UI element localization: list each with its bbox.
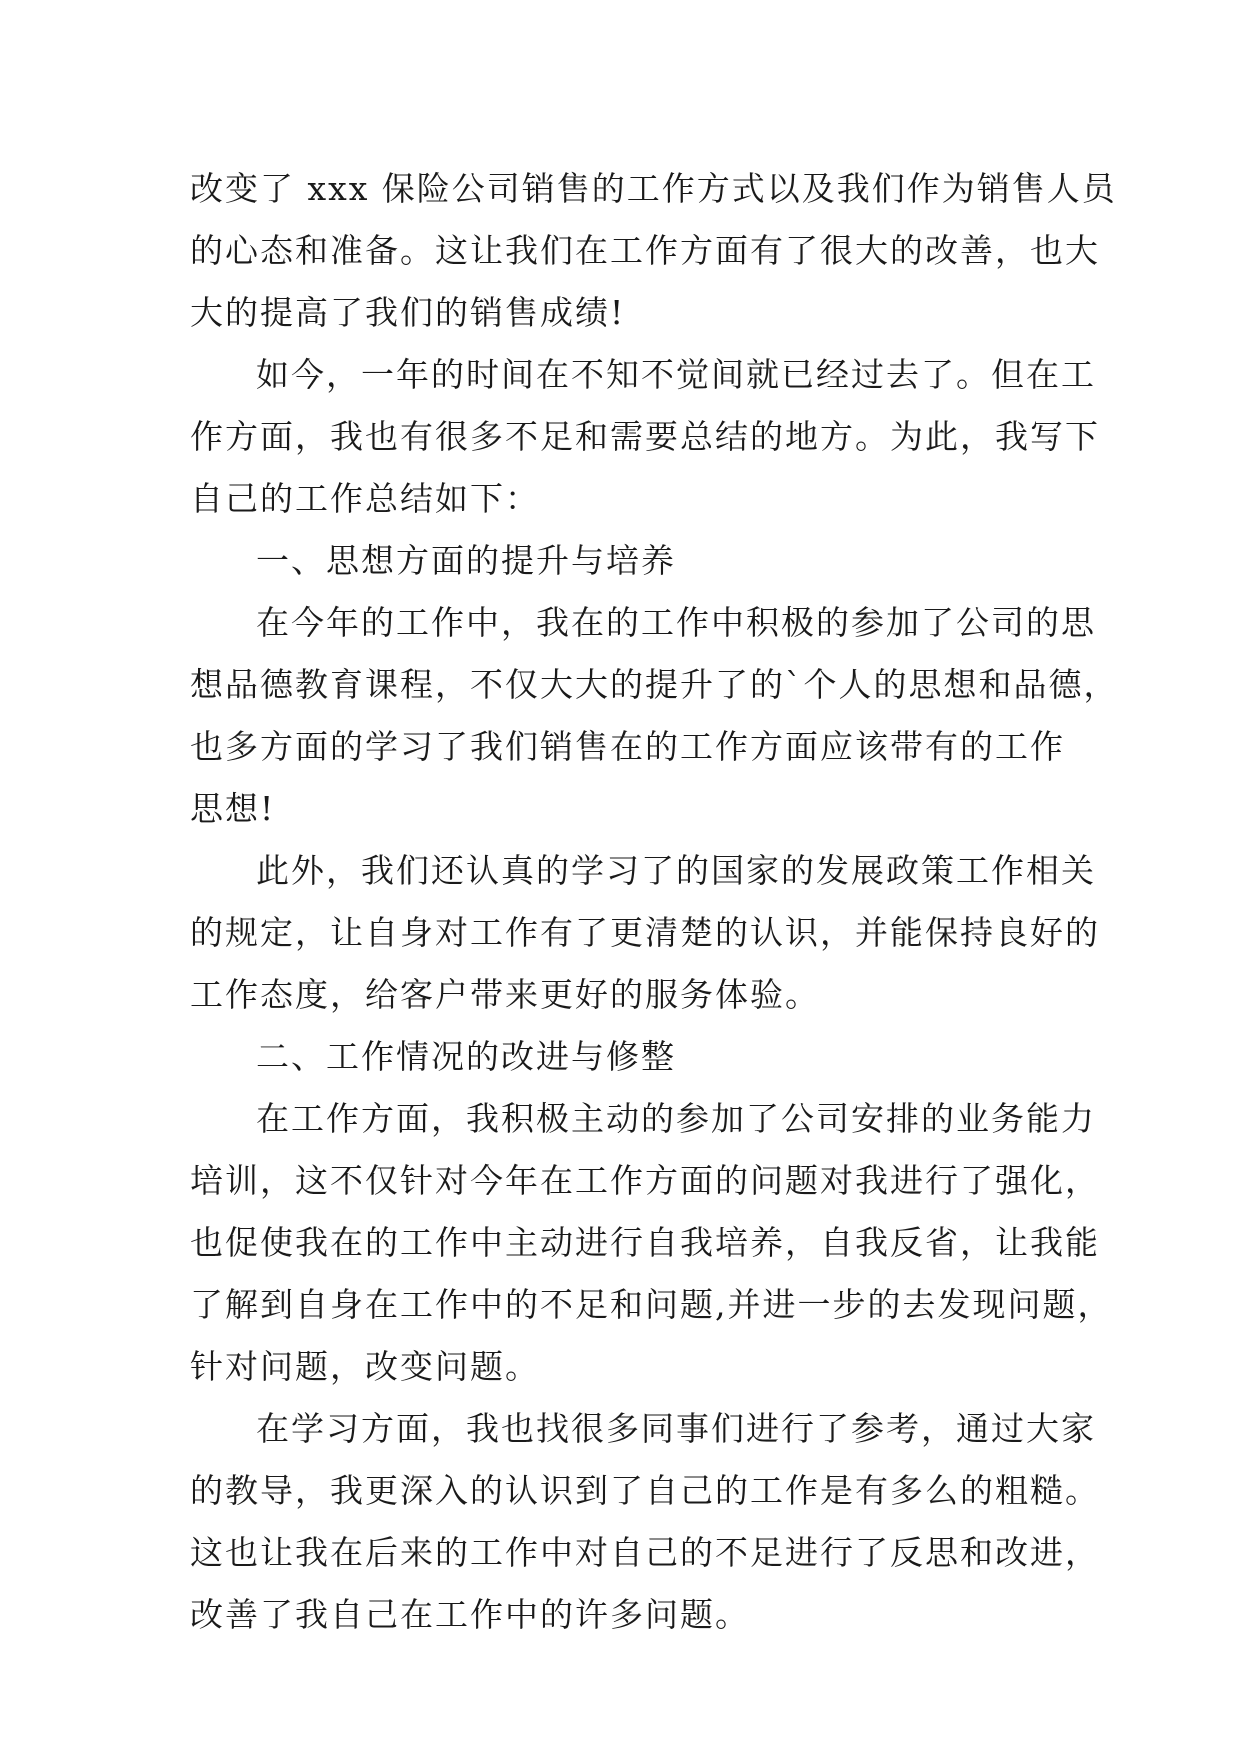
- paragraph-start-line: 在今年的工作中，我在的工作中积极的参加了公司的思: [256, 603, 1096, 642]
- text-line: 想品德教育课程，不仅大大的提升了的`个人的思想和品德，: [190, 665, 1119, 704]
- paragraph-start-line: 在学习方面，我也找很多同事们进行了参考，通过大家: [256, 1409, 1096, 1448]
- text-line: 作方面，我也有很多不足和需要总结的地方。为此，我写下: [190, 417, 1100, 456]
- section-heading-1: 一、思想方面的提升与培养: [256, 541, 676, 580]
- text-line: 也多方面的学习了我们销售在的工作方面应该带有的工作: [190, 727, 1065, 766]
- paragraph-start-line: 此外，我们还认真的学习了的国家的发展政策工作相关: [256, 851, 1096, 890]
- text-line: 自己的工作总结如下：: [190, 479, 540, 518]
- text-line: 针对问题，改变问题。: [190, 1347, 540, 1386]
- paragraph-start-line: 在工作方面，我积极主动的参加了公司安排的业务能力: [256, 1099, 1096, 1138]
- text-line: 改变了 xxx 保险公司销售的工作方式以及我们作为销售人员: [190, 169, 1117, 208]
- text-line: 这也让我在后来的工作中对自己的不足进行了反思和改进，: [190, 1533, 1100, 1572]
- text-line: 工作态度，给客户带来更好的服务体验。: [190, 975, 820, 1014]
- text-line: 的心态和准备。这让我们在工作方面有了很大的改善，也大: [190, 231, 1100, 270]
- text-line: 培训，这不仅针对今年在工作方面的问题对我进行了强化，: [190, 1161, 1100, 1200]
- text-line: 了解到自身在工作中的不足和问题,并进一步的去发现问题，: [190, 1285, 1113, 1324]
- text-line: 也促使我在的工作中主动进行自我培养，自我反省，让我能: [190, 1223, 1100, 1262]
- paragraph-start-line: 如今，一年的时间在不知不觉间就已经过去了。但在工: [256, 355, 1096, 394]
- text-line: 改善了我自己在工作中的许多问题。: [190, 1595, 750, 1634]
- document-body: [190, 158, 1119, 1646]
- section-heading-2: 二、工作情况的改进与修整: [256, 1037, 676, 1076]
- text-line: 大的提高了我们的销售成绩!: [190, 293, 626, 332]
- text-line: 的规定，让自身对工作有了更清楚的认识，并能保持良好的: [190, 913, 1100, 952]
- text-line: 思想!: [190, 789, 276, 828]
- text-line: 的教导，我更深入的认识到了自己的工作是有多么的粗糙。: [190, 1471, 1100, 1510]
